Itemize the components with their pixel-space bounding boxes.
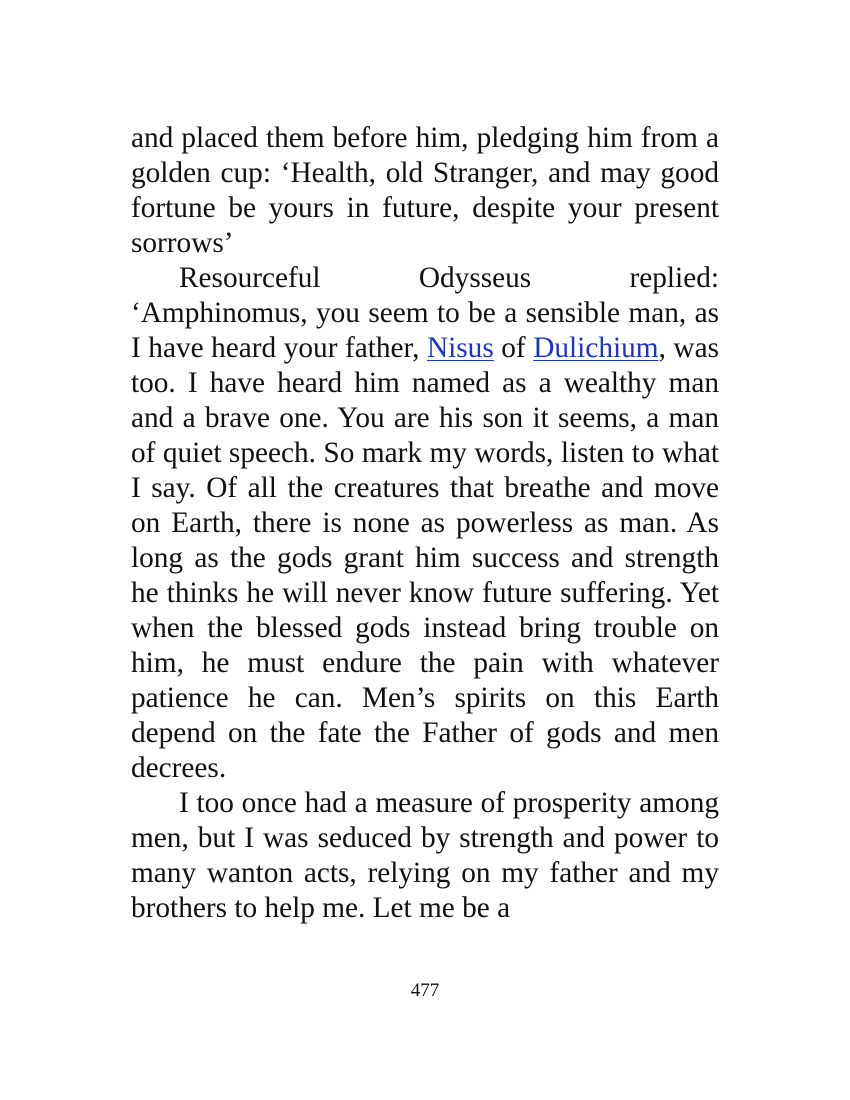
paragraph-3 xyxy=(131,786,719,926)
paragraph-2 xyxy=(131,261,719,786)
paragraph-2-text-end: , was too. I have heard him named as a wealthy man and a brave one. You are his son it seems, a man of quiet speech. So mark my words, listen to what I say. Of all the creatures that breathe and move on Earth, there is none as powerless as man. As long as the gods grant him success and strength he thinks he will never know future suffering. Yet when the blessed gods instead bring trouble on him, he must endure the pain with whatever patience he can. Men’s spirits on this Earth depend on the fate the Father of gods and men decrees. xyxy=(131,332,719,784)
link-dulichium[interactable]: Dulichium xyxy=(533,332,659,364)
paragraph-3-text: I too once had a measure of prosperity among men, but I was seduced by strength and power to many wanton acts, relying on my father and my brothers to help me. Let me be a xyxy=(131,787,719,924)
link-nisus[interactable]: Nisus xyxy=(426,332,494,364)
paragraph-1-text: and placed them before him, pledging him from a golden cup: ‘Health, old Stranger, and may good fortune be yours in future, despite your present sorrows’ xyxy=(131,122,719,259)
paragraph-2-text-start: Resourceful Odysseus replied: ‘Amphinomus, you seem to be a sensible man, as I have heard your father, xyxy=(131,262,719,364)
paragraph-2-text-of: of xyxy=(493,332,534,364)
paragraph-1 xyxy=(131,121,719,261)
body-text xyxy=(131,121,719,926)
page-number: 477 xyxy=(410,980,440,1001)
